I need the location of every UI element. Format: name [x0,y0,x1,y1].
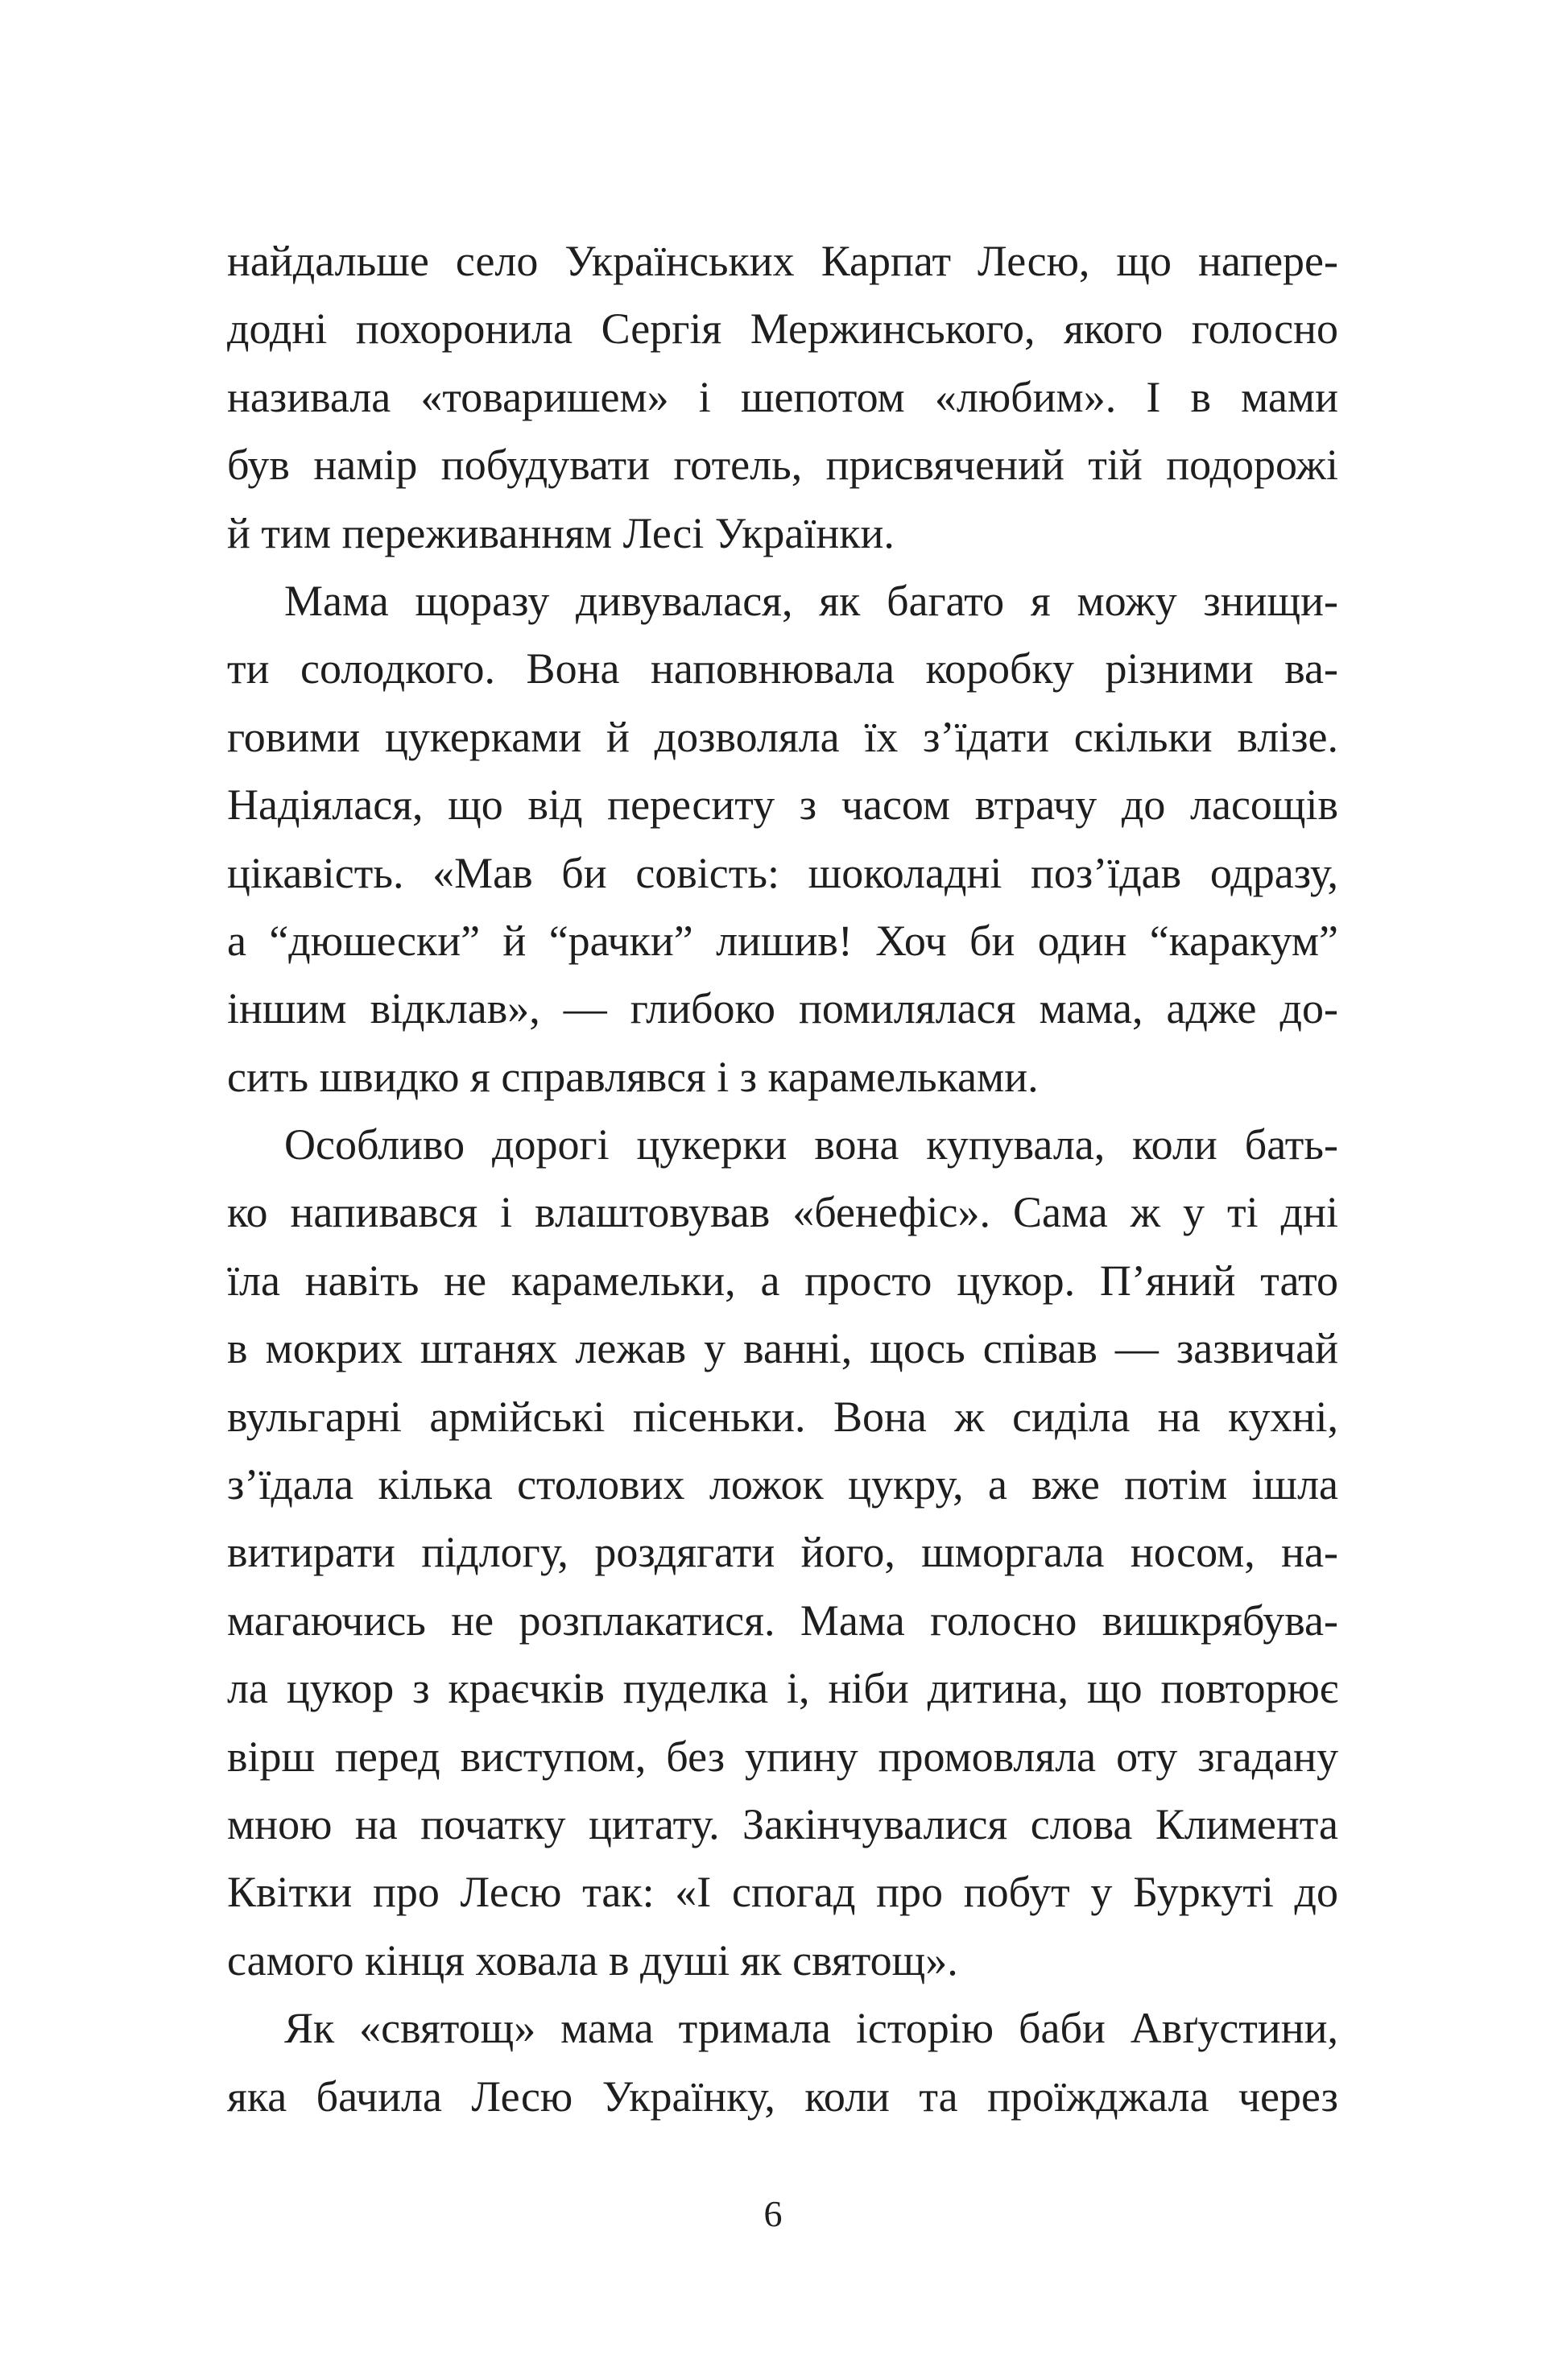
paragraph [227,567,1338,1111]
text-line: найдальше село Українських Карпат Лесю, що напере- [227,237,1338,285]
text-line: Квітки про Лесю так: «І спогад про побут у Буркуті до [227,1868,1338,1917]
text-line: й тим переживанням Лесі Українки. [227,508,895,557]
paragraph [227,227,1338,567]
text-line: вірш перед виступом, без упину промовляла оту згадану [227,1732,1338,1781]
text-line: з’їдала кілька столових ложок цукру, а вже потім ішла [227,1460,1338,1509]
text-line: Мама щоразу дивувалася, як багато я можу знищи- [284,576,1338,625]
text-line: мною на початку цитату. Закінчувалися слова Климента [227,1799,1338,1848]
text-line: називала «товаришем» і шепотом «любим». І в мами [227,372,1338,421]
text-line: а “дюшески” й “рачки” лишив! Хоч би один “каракум” [227,916,1338,965]
text-line: яка бачила Лесю Українку, коли та проїжджала через [227,2072,1338,2121]
text-line: говими цукерками й дозволяла їх з’їдати скільки влізе. [227,712,1338,761]
text-line: Особливо дорогі цукерки вона купувала, коли бать- [284,1120,1338,1169]
text-line: магаючись не розплакатися. Мама голосно вишкрябува- [227,1596,1338,1645]
text-line: самого кінця ховала в душі як святощ». [227,1935,958,1985]
text-line: іншим відклав», — глибоко помилялася мама, адже до- [227,984,1338,1033]
text-line: додні похоронила Сергія Мержинського, якого голосно [227,304,1338,354]
text-line: Як «святощ» мама тримала історію баби Авґустини, [284,2004,1338,2053]
text-line: сить швидко я справлявся і з карамельками. [227,1052,1039,1101]
text-line: ла цукор з краєчків пуделка і, ніби дитина, що повторює [227,1664,1338,1713]
paragraph [227,1111,1338,1994]
text-line: в мокрих штанях лежав у ванні, щось співав — зазвичай [227,1324,1338,1373]
text-line: їла навіть не карамельки, а просто цукор. П’яний тато [227,1256,1338,1305]
paragraph [227,1994,1338,2130]
text-line: був намір побудувати готель, присвячений тій подорожі [227,441,1338,490]
text-line: Надіялася, що від переситу з часом втрачу до ласощів [227,780,1338,830]
text-line: ти солодкого. Вона наповнювала коробку різними ва- [227,644,1338,693]
text-line: витирати підлогу, роздягати його, шморгала носом, на- [227,1528,1338,1577]
text-line: ко напивався і влаштовував «бенефіс». Сама ж у ті дні [227,1188,1338,1237]
text-line: вульгарні армійські пісеньки. Вона ж сиділа на кухні, [227,1392,1338,1441]
book-page-body [227,227,1338,2130]
text-line: цікавість. «Мав би совість: шоколадні поз’їдав одразу, [227,848,1338,897]
page-number: 6 [763,2193,783,2234]
